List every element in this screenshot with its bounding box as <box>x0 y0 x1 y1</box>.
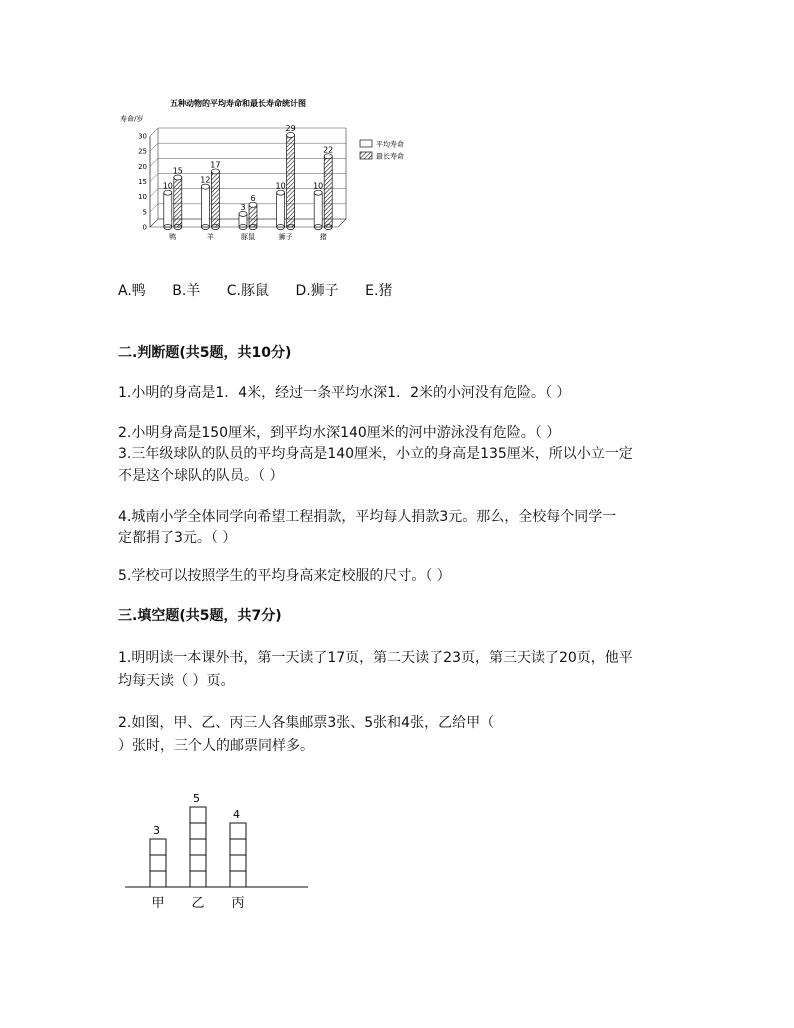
chart-bars <box>163 124 334 241</box>
lifespan-bar-chart <box>110 90 430 250</box>
bar-top-狮子-平均寿命 <box>277 190 285 195</box>
y-tick-label: 25 <box>138 147 147 156</box>
answer-choices <box>118 280 414 300</box>
legend-label: 最长寿命 <box>376 152 404 161</box>
data-label: 3 <box>240 202 246 212</box>
y-tick-label: 30 <box>138 132 147 141</box>
category-label: 乙 <box>191 896 205 911</box>
bar-狮子-最长寿命 <box>287 135 295 227</box>
bar-鸭-最长寿命 <box>174 178 182 228</box>
y-axis-label: 寿命/岁 <box>120 115 144 123</box>
fill-question-1-line-2: 均每天读（ ）页。 <box>118 673 235 689</box>
data-label: 10 <box>313 181 324 191</box>
choice-d[interactable]: D.狮子 <box>295 283 339 299</box>
x-tick-label: 猪 <box>319 233 327 241</box>
grid-depth-line <box>150 189 158 197</box>
bar-羊-最长寿命 <box>211 171 219 227</box>
stamps-figure <box>120 780 320 915</box>
stamp-square-丙 <box>230 855 246 871</box>
judge-question-3-line-2: 不是这个球队的队员。（ ） <box>118 468 284 484</box>
fill-question-2-line-1: 2.如图，甲、乙、丙三人各集邮票3张、5张和4张，乙给甲（ <box>118 715 495 731</box>
judge-question-1: 1.小明的身高是1．4米，经过一条平均水深1．2米的小河没有危险。（ ） <box>118 385 571 401</box>
value-label: 3 <box>153 824 160 837</box>
judge-question-4-line-1: 4.城南小学全体同学向希望工程捐款，平均每人捐款3元。那么，全校每个同学一 <box>118 509 617 525</box>
stamps-marks <box>125 792 308 911</box>
choice-a[interactable]: A.鸭 <box>118 283 146 299</box>
bar-top-羊-平均寿命 <box>201 184 209 189</box>
y-tick-label: 20 <box>138 162 147 171</box>
bar-猪-平均寿命 <box>314 193 322 227</box>
bar-鸭-平均寿命 <box>164 193 172 227</box>
data-label: 29 <box>285 124 296 134</box>
y-tick-label: 5 <box>142 208 147 217</box>
data-label: 15 <box>172 166 183 176</box>
stamp-square-甲 <box>150 871 166 887</box>
stamp-square-乙 <box>190 855 206 871</box>
value-label: 4 <box>233 808 240 821</box>
bar-top-鸭-平均寿命 <box>164 190 172 195</box>
stamp-square-乙 <box>190 807 206 823</box>
judge-question-4-line-2: 定都捐了3元。（ ） <box>118 530 237 546</box>
bar-豚鼠-最长寿命 <box>249 205 257 227</box>
choice-e[interactable]: E.猪 <box>365 283 393 299</box>
y-tick-label: 0 <box>142 223 147 232</box>
stamp-square-丙 <box>230 839 246 855</box>
choice-c[interactable]: C.豚鼠 <box>226 283 269 299</box>
grid-depth-line <box>150 204 158 212</box>
stamp-square-甲 <box>150 839 166 855</box>
legend-swatch-最长寿命 <box>360 152 372 159</box>
category-label: 甲 <box>151 896 165 911</box>
chart-legend <box>360 140 404 161</box>
bar-top-豚鼠-最长寿命 <box>249 202 257 207</box>
stamp-square-乙 <box>190 871 206 887</box>
chart-title: 五种动物的平均寿命和最长寿命统计图 <box>170 99 306 108</box>
stamp-square-丙 <box>230 871 246 887</box>
stamp-square-丙 <box>230 823 246 839</box>
x-tick-label: 羊 <box>206 233 214 241</box>
bar-top-猪-平均寿命 <box>314 190 322 195</box>
fill-question-1-line-1: 1.明明读一本课外书，第一天读了17页，第二天读了23页，第三天读了20页，他平 <box>118 650 633 666</box>
value-label: 5 <box>193 792 200 805</box>
bar-top-豚鼠-平均寿命 <box>239 211 247 216</box>
bar-top-狮子-最长寿命 <box>287 133 295 138</box>
y-tick-label: 15 <box>138 178 147 186</box>
y-tick-label: 10 <box>138 193 147 202</box>
bar-猪-最长寿命 <box>324 156 332 227</box>
grid-depth-line <box>150 174 158 182</box>
section-3-title: 三.填空题(共5题，共7分) <box>118 608 282 624</box>
bar-狮子-平均寿命 <box>277 193 285 227</box>
bar-top-猪-最长寿命 <box>324 154 332 159</box>
bar-top-鸭-最长寿命 <box>174 175 182 180</box>
data-label: 17 <box>210 160 221 170</box>
grid-depth-line <box>150 143 158 151</box>
data-label: 22 <box>323 145 334 155</box>
category-label: 丙 <box>231 896 245 911</box>
choice-b[interactable]: B.羊 <box>172 283 201 299</box>
judge-question-5: 5.学校可以按照学生的平均身高来定校服的尺寸。（ ） <box>118 568 451 584</box>
stamp-square-乙 <box>190 839 206 855</box>
x-tick-label: 鸭 <box>169 233 177 241</box>
data-label: 12 <box>200 175 211 185</box>
legend-swatch-平均寿命 <box>360 140 372 147</box>
stamp-square-乙 <box>190 823 206 839</box>
bar-羊-平均寿命 <box>201 187 209 227</box>
grid-depth-line <box>150 158 158 166</box>
x-tick-label: 狮子 <box>278 233 293 241</box>
bar-top-羊-最长寿命 <box>211 169 219 174</box>
x-tick-label: 豚鼠 <box>241 233 255 241</box>
data-label: 10 <box>162 181 173 191</box>
fill-question-2-line-2: ）张时，三个人的邮票同样多。 <box>118 738 314 754</box>
grid-depth-line <box>150 128 158 136</box>
stamp-square-甲 <box>150 855 166 871</box>
data-label: 10 <box>275 181 286 191</box>
section-2-title: 二.判断题(共5题，共10分) <box>118 345 292 361</box>
data-label: 6 <box>250 193 256 203</box>
legend-label: 平均寿命 <box>376 140 404 149</box>
judge-question-2: 2.小明身高是150厘米，到平均水深140厘米的河中游泳没有危险。（ ） <box>118 425 561 441</box>
judge-question-3-line-1: 3.三年级球队的队员的平均身高是140厘米，小立的身高是135厘米，所以小立一定 <box>118 446 633 462</box>
